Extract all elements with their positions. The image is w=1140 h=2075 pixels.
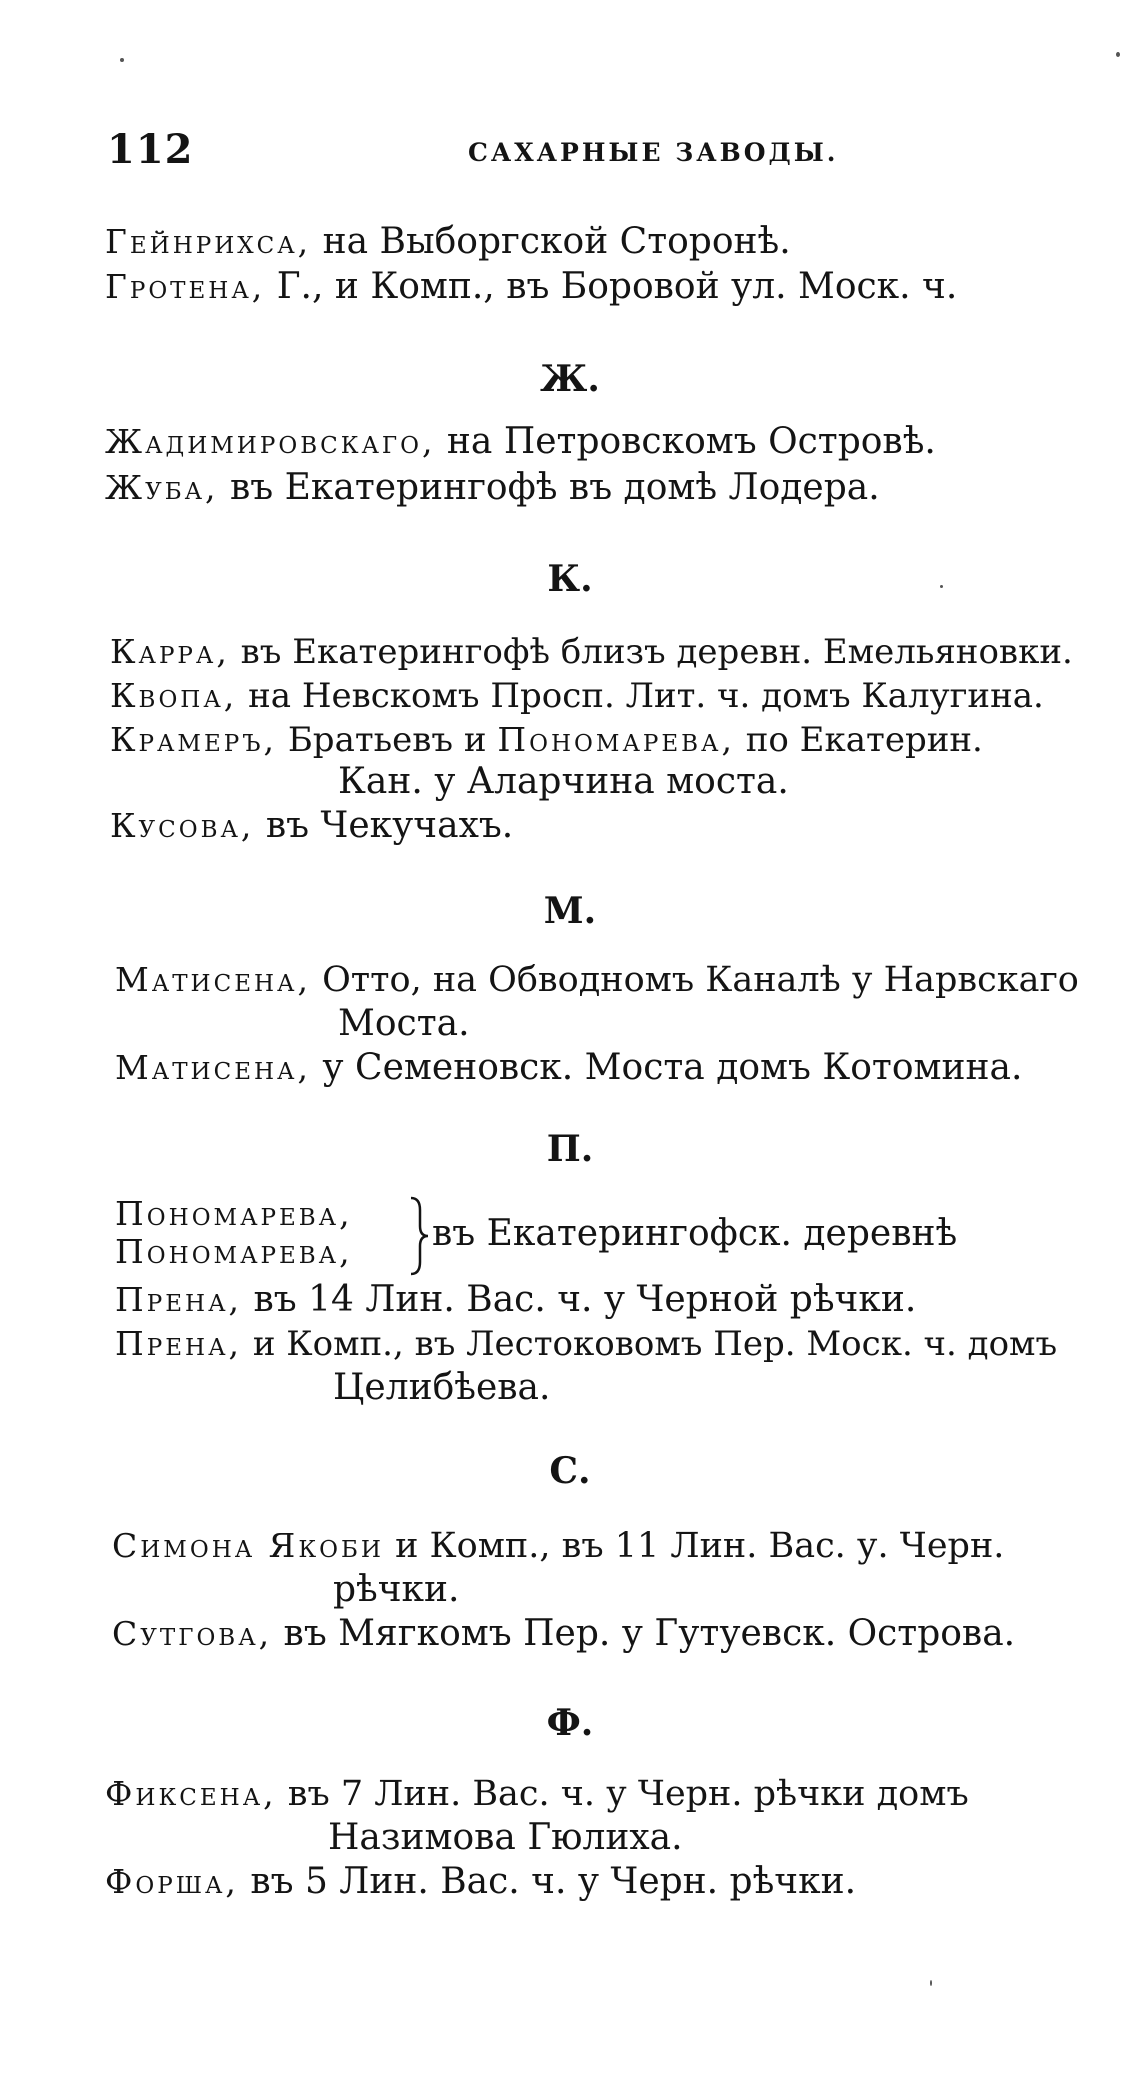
entry-name: Гротена, — [105, 267, 266, 306]
entry-line — [105, 1860, 856, 1904]
section-letter: Ф. — [546, 1702, 594, 1744]
entry-text: Отто, на Обводномъ Каналѣ у Нарвскаго — [310, 960, 1079, 1000]
entry-text: Братьевъ и — [277, 720, 498, 760]
entry-name: Кусова, — [110, 806, 255, 845]
entry-continuation: рѣчки. — [333, 1569, 460, 1610]
entry-name: Жадимировскаго, — [105, 422, 436, 461]
entry-line — [110, 630, 1073, 674]
entry-name: Гейнрихса, — [105, 222, 312, 261]
entry-line — [105, 466, 880, 510]
entry-line — [115, 1230, 353, 1274]
entry-name: Пономарева, — [497, 720, 735, 759]
entry-line — [115, 1046, 1022, 1090]
entry-name: Матисена, — [115, 960, 311, 999]
entry-name: Пономарева, — [115, 1232, 353, 1271]
entry-name: Фиксена, — [105, 1774, 277, 1813]
entry-name: Крамеръ, — [110, 720, 278, 759]
entry-line — [115, 958, 1079, 1002]
entry-continuation: Моста. — [338, 1003, 470, 1044]
entry-text: на Выборгской Сторонѣ. — [311, 221, 791, 262]
entry-line — [105, 265, 957, 309]
curly-brace — [408, 1196, 430, 1276]
section-letter: К. — [547, 558, 593, 600]
entry-line — [110, 804, 513, 848]
entry-name: Жуба, — [105, 468, 219, 507]
scan-speck — [930, 1980, 932, 1986]
entry-continuation: Целибѣева. — [333, 1367, 551, 1408]
entry-line — [105, 220, 791, 264]
entry-line — [115, 1322, 1057, 1366]
entry-line — [110, 674, 1044, 718]
entry-name: Карра, — [110, 632, 230, 671]
entry-text: у Семеновск. Моста домъ Котомина. — [310, 1047, 1023, 1088]
running-head: САХАРНЫЕ ЗАВОДЫ. — [468, 138, 839, 167]
section-letter: Ж. — [540, 358, 600, 400]
entry-name: Матисена, — [115, 1048, 311, 1087]
entry-text: въ Екатерингофѣ близъ деревн. Емельяновки. — [229, 632, 1073, 672]
section-letter: С. — [549, 1450, 591, 1492]
entry-line — [115, 1278, 916, 1322]
section-letter: М. — [543, 890, 597, 932]
entry-text: Г., и Комп., въ Боровой ул. Моск. ч. — [265, 266, 958, 307]
entry-text: въ Чекучахъ. — [254, 805, 514, 846]
entry-line — [112, 1524, 1004, 1568]
entry-text: на Невскомъ Просп. Лит. ч. домъ Калугина. — [237, 676, 1044, 716]
entry-name: Форша, — [105, 1862, 239, 1901]
entry-text: и Комп., въ Лестоковомъ Пер. Моск. ч. домъ — [242, 1324, 1058, 1364]
entry-line — [105, 420, 936, 464]
entry-text: въ 5 Лин. Вас. ч. у Черн. рѣчки. — [238, 1861, 857, 1902]
entry-name: Сутгова, — [112, 1614, 273, 1653]
entry-text: въ 14 Лин. Вас. ч. у Черной рѣчки. — [242, 1279, 917, 1320]
entry-name: Квопа, — [110, 676, 238, 715]
scan-speck — [120, 58, 124, 62]
scan-speck — [1116, 52, 1120, 57]
scan-speck — [940, 585, 943, 588]
entry-text: на Петровскомъ Островѣ. — [435, 421, 936, 462]
entry-text: въ Екатерингофѣ въ домѣ Лодера. — [218, 467, 880, 508]
entry-text: и Комп., въ 11 Лин. Вас. у. Черн. — [383, 1526, 1005, 1566]
entry-text: въ Мягкомъ Пер. у Гутуевск. Острова. — [272, 1613, 1016, 1654]
entry-text: по Екатерин. — [734, 720, 983, 760]
entry-line — [110, 718, 983, 762]
entry-name: Прена, — [115, 1324, 243, 1363]
entry-line — [112, 1612, 1015, 1656]
page-number: 112 — [107, 126, 194, 173]
entry-name: Пономарева, — [115, 1194, 353, 1233]
entry-line — [105, 1772, 969, 1816]
section-letter: П. — [546, 1128, 594, 1170]
entry-text: въ 7 Лин. Вас. ч. у Черн. рѣчки домъ — [276, 1774, 969, 1814]
entry-name: Симона Якоби — [112, 1526, 384, 1565]
entry-name: Прена, — [115, 1280, 243, 1319]
entry-continuation: Назимова Гюлиха. — [328, 1817, 683, 1858]
brace-text: въ Екатерингофск. деревнѣ — [432, 1213, 958, 1254]
entry-continuation: Кан. у Аларчина моста. — [338, 761, 789, 802]
